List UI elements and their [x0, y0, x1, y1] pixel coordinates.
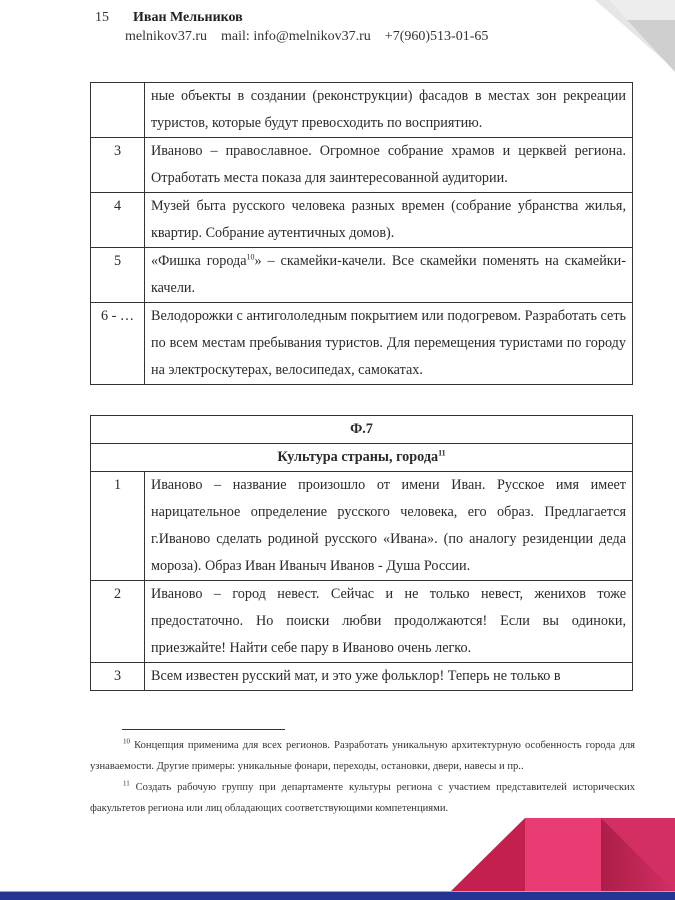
footnote-mark: 11	[123, 779, 130, 788]
row-number: 1	[91, 472, 145, 581]
row-number: 4	[91, 193, 145, 248]
table-row	[91, 472, 633, 581]
row-number: 5	[91, 248, 145, 303]
row-number: 3	[91, 663, 145, 691]
row-text: Всем известен русский мат, и это уже фольклор! Теперь не только в	[145, 663, 633, 691]
culture-table	[90, 415, 633, 691]
row-number: 2	[91, 581, 145, 663]
row-number: 6 - …	[91, 303, 145, 385]
pink-block	[525, 818, 601, 892]
table-header-row	[91, 416, 633, 444]
row-text-part: «Фишка города	[151, 253, 247, 269]
footnote-ref[interactable]: 11	[438, 448, 446, 458]
row-text: Музей быта русского человека разных времен (собрание убранства жилья, квартир. Собрание аутентичных домов).	[145, 193, 633, 248]
footnotes	[90, 735, 635, 819]
footnote-text: Создать рабочую группу при департаменте культуры региона с участием представителей исторических факультетов региона или лиц обладающих соответствующими компетенциями.	[90, 782, 635, 814]
footnote-text: Концепция применима для всех регионов. Разработать уникальную архитектурную особенность города для узнаваемости. Другие примеры: уникальные фонари, переходы, остановки, двери, навесы и пр..	[90, 740, 635, 772]
blue-strip-highlight	[0, 891, 675, 892]
row-text: Иваново – православное. Огромное собрание храмов и церквей региона. Отработать места показа для заинтересованной аудитории.	[145, 138, 633, 193]
corner-decoration	[565, 0, 675, 90]
pink-slope	[450, 818, 525, 892]
row-text: ные объекты в создании (реконструкции) фасадов в местах зон рекреации туристов, которые будут превосходить по восприятию.	[145, 83, 633, 138]
ideas-table	[90, 82, 633, 385]
page-number: 15	[95, 10, 109, 25]
author-name: Иван Мельников	[133, 10, 243, 25]
table-row	[91, 303, 633, 385]
footnote-mark: 10	[123, 737, 130, 746]
table-row	[91, 248, 633, 303]
footnote	[90, 735, 635, 777]
table-row	[91, 663, 633, 691]
row-text: Иваново – название произошло от имени Иван. Русское имя имеет нарицательное определение русского человека, его образ. Предлагается г.Иваново сделать родиной русского «Ивана». (по аналогу резиденции деда мороза). Образ Иван Иваныч Иванов - Душа России.	[145, 472, 633, 581]
footnote-separator	[122, 729, 285, 730]
row-text: Велодорожки с антигололедным покрытием или подогревом. Разработать сеть по всем местам пребывания туристов. Для перемещения туристами по городу на электроскутерах, велосипедах, самокатах.	[145, 303, 633, 385]
section-title	[91, 444, 633, 472]
section-code: Ф.7	[91, 416, 633, 444]
table-row	[91, 138, 633, 193]
footer-decoration	[0, 810, 675, 900]
table-row	[91, 83, 633, 138]
section-title-text: Культура страны, города	[277, 449, 439, 465]
row-number	[91, 83, 145, 138]
table-row	[91, 193, 633, 248]
row-text: Иваново – город невест. Сейчас и не только невест, женихов тоже предостаточно. Но поиски любви продолжаются! Если вы одиноки, приезжайте! Найти себе пару в Иваново очень легко.	[145, 581, 633, 663]
contact-line: melnikov37.ru mail: info@melnikov37.ru +7(960)513-01-65	[125, 29, 489, 44]
blue-strip	[0, 892, 675, 900]
row-number: 3	[91, 138, 145, 193]
row-text-part: » – скамейки-качели. Все скамейки поменять на скамейки-качели.	[151, 253, 626, 296]
table-row	[91, 581, 633, 663]
footnote-ref[interactable]: 10	[246, 252, 255, 262]
row-text	[145, 248, 633, 303]
table-header-row	[91, 444, 633, 472]
